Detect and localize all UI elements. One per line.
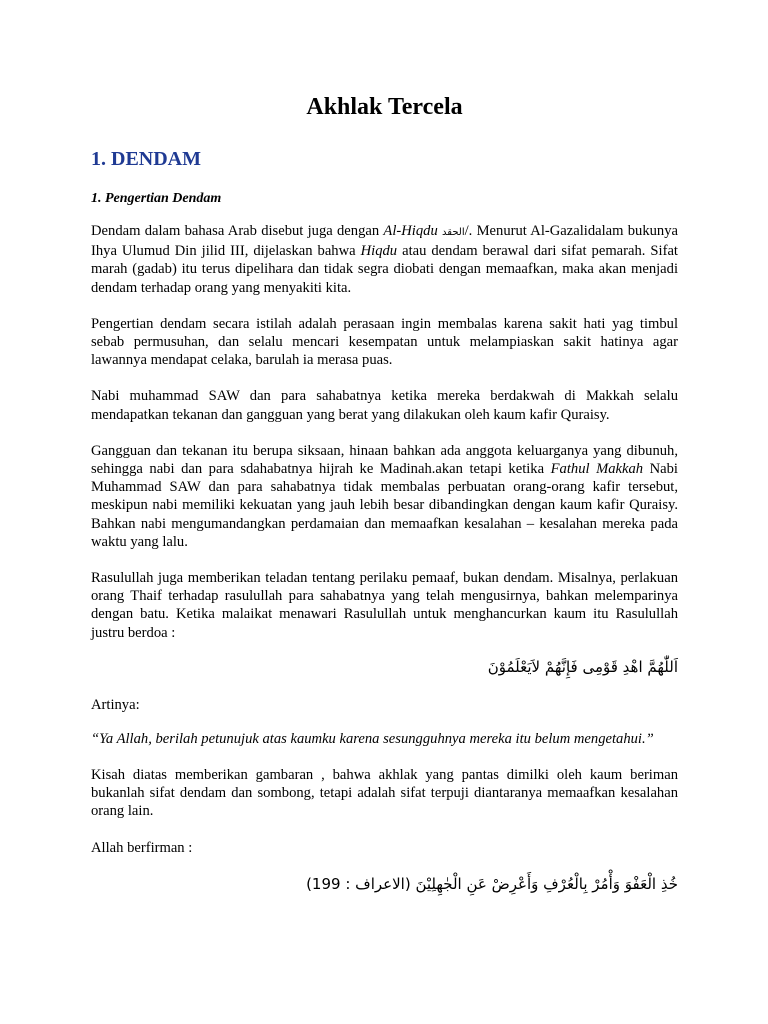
arabic-verse-al-araf: خُذِ الْعَفْوَ وَأْمُرْ بِالْعُرْفِ وَأَعْرِضْ عَنِ الْجٰهِلِيْنَ (الاعراف : 199)	[306, 874, 678, 893]
arabic-term-hiqdu: الحقد	[442, 227, 465, 238]
paragraph-conclusion: Kisah diatas memberikan gambaran , bahwa akhlak yang pantas dimilki oleh kaum beriman bukanlah sifat dendam dan sombong, tetapi adalah sifat terpuji diantaranya memaafkan kesalahan orang lain.	[91, 767, 678, 820]
paragraph-thaif: Rasulullah juga memberikan teladan tentang perilaku pemaaf, bukan dendam. Misalnya, perlakuan orang Thaif terhadap rasulullah para sahabatnya yang telah mengusirnya, bahkan melemparinya dengan batu. Ketika malaikat menawari Rasulullah untuk menghancurkan kaum itu Rasulullah justru berdoa :	[91, 570, 678, 641]
term-fathul-makkah: Fathul Makkah	[550, 461, 644, 478]
arabic-prayer: اَللّٰهُمَّ اهْدِ قَوْمِى فَإِنَّهُمْ لاَيَعْلَمُوْنَ	[487, 657, 678, 676]
term-hiqdu: Hiqdu	[360, 243, 398, 260]
term-al-hiqdu: Al-Hiqdu	[383, 223, 438, 239]
paragraph-text: /. Menurut Al-Gazalidalam bukunya Ihya Ulumud Din jilid III, dijelaskan bahwa	[91, 223, 678, 260]
translation-quote: “Ya Allah, berilah petunujuk atas kaumku karena sesungguhnya mereka itu belum mengetahui.”	[91, 731, 654, 748]
paragraph-text: atau dendam berawal dari sifat pemarah. Sifat marah (gadab) itu terus dipelihara dan tidak segra diobati dengan memaafkan, maka akan menjadi dendam terhadap orang yang menyakiti kita.	[91, 243, 678, 296]
paragraph-text: Dendam dalam bahasa Arab disebut juga dengan	[91, 223, 384, 239]
allah-berfirman-label: Allah berfirman :	[91, 839, 193, 856]
artinya-label: Artinya:	[91, 696, 140, 713]
paragraph-fathul-makkah	[91, 442, 678, 551]
paragraph-definition-term: Pengertian dendam secara istilah adalah perasaan ingin membalas karena sakit hati yag timbul sebab permusuhan, dan selalu mencari kesempatan untuk melampiaskan sakit hatinya agar lawannya mendapat celaka, barulah ia merasa puas.	[91, 315, 678, 369]
document-title: Akhlak Tercela	[306, 94, 463, 120]
section-heading-dendam: 1. DENDAM	[91, 148, 201, 170]
paragraph-makkah: Nabi muhammad SAW dan para sahabatnya ketika mereka berdakwah di Makkah selalu mendapatkan tekanan dan gangguan yang berat yang dilakukan oleh kaum kafir Quraisy.	[91, 388, 678, 423]
paragraph-text: Gangguan dan tekanan itu berupa siksaan, hinaan bahkan ada anggota keluarganya yang dibunuh, sehingga nabi dan para sdahabatnya hijrah ke Madinah.akan tetapi ketika	[91, 442, 678, 478]
paragraph-text: Nabi Muhammad SAW dan para sahabatnya tidak membalas perbuatan orang-orang kafir tersebut, meskipun nabi memiliki kekuatan yang jauh lebih besar dibandingkan dengan kaum kafir Quraisy. Bahkan nabi mengumandangkan perdamaian dan memaafkan kesalahan – kesalahan mereka pada waktu yang lalu.	[91, 461, 678, 550]
paragraph-definition-arabic	[91, 222, 678, 297]
subheading-pengertian-dendam: 1. Pengertian Dendam	[91, 191, 222, 206]
